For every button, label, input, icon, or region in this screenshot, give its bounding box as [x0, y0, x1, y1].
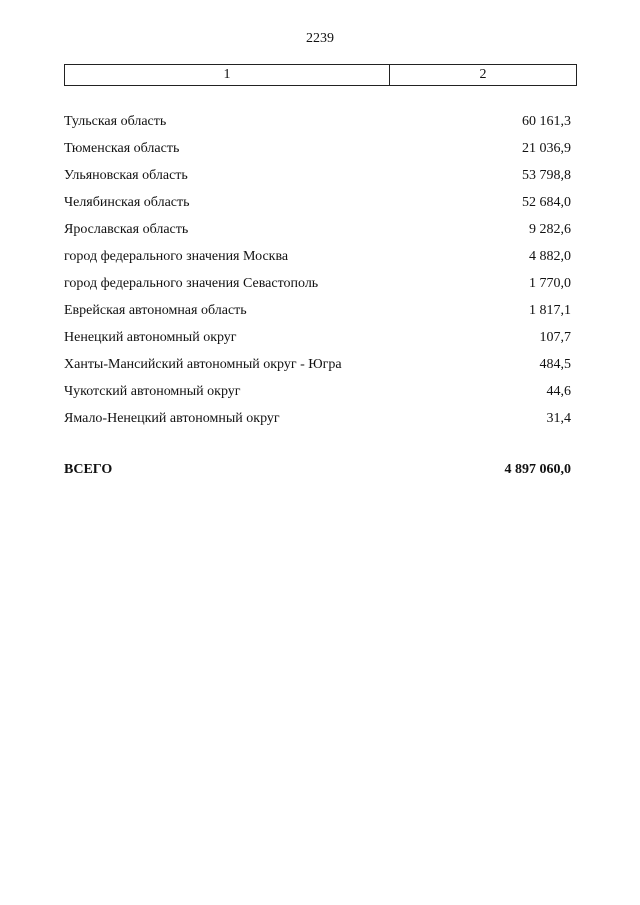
region-amount: 107,7: [539, 329, 571, 345]
total-row: [64, 462, 571, 478]
total-label: ВСЕГО: [64, 462, 113, 477]
table-row: [64, 243, 571, 270]
region-amount: 53 798,8: [522, 167, 571, 183]
region-name: Ямало-Ненецкий автономный округ: [64, 410, 280, 426]
table-row: [64, 378, 571, 405]
region-name: Ненецкий автономный округ: [64, 329, 237, 345]
region-amount: 60 161,3: [522, 113, 571, 129]
region-name: Тюменская область: [64, 140, 180, 156]
region-amount: 52 684,0: [522, 194, 571, 210]
region-amount: 1 770,0: [529, 275, 571, 291]
region-amount: 21 036,9: [522, 140, 571, 156]
region-name: город федерального значения Москва: [64, 248, 289, 264]
table-row: [64, 162, 571, 189]
table-row: [64, 405, 571, 432]
table-row: [64, 324, 571, 351]
table-row: [64, 351, 571, 378]
table-row: [64, 270, 571, 297]
region-name: Чукотский автономный округ: [64, 383, 241, 399]
column-header-2: 2: [479, 67, 487, 82]
table-row: [64, 216, 571, 243]
region-name: Ярославская область: [64, 221, 189, 237]
region-amount: 9 282,6: [529, 221, 571, 237]
region-name: Челябинская область: [64, 194, 190, 210]
table-row: [64, 189, 571, 216]
total-amount: 4 897 060,0: [504, 462, 571, 477]
region-list: [64, 108, 571, 432]
page-number: 2239: [306, 31, 334, 46]
column-header-1: 1: [65, 65, 390, 85]
region-amount: 31,4: [546, 410, 571, 426]
region-name: Тульская область: [64, 113, 167, 129]
region-amount: 4 882,0: [529, 248, 571, 264]
column-header-table: [64, 64, 577, 86]
table-row: [64, 297, 571, 324]
table-row: [64, 135, 571, 162]
table-row: [64, 108, 571, 135]
region-name: Еврейская автономная область: [64, 302, 247, 318]
region-amount: 484,5: [539, 356, 571, 372]
region-name: Ханты-Мансийский автономный округ - Югра: [64, 356, 342, 372]
region-name: город федерального значения Севастополь: [64, 275, 319, 291]
region-amount: 44,6: [546, 383, 571, 399]
region-amount: 1 817,1: [529, 302, 571, 318]
region-name: Ульяновская область: [64, 167, 188, 183]
